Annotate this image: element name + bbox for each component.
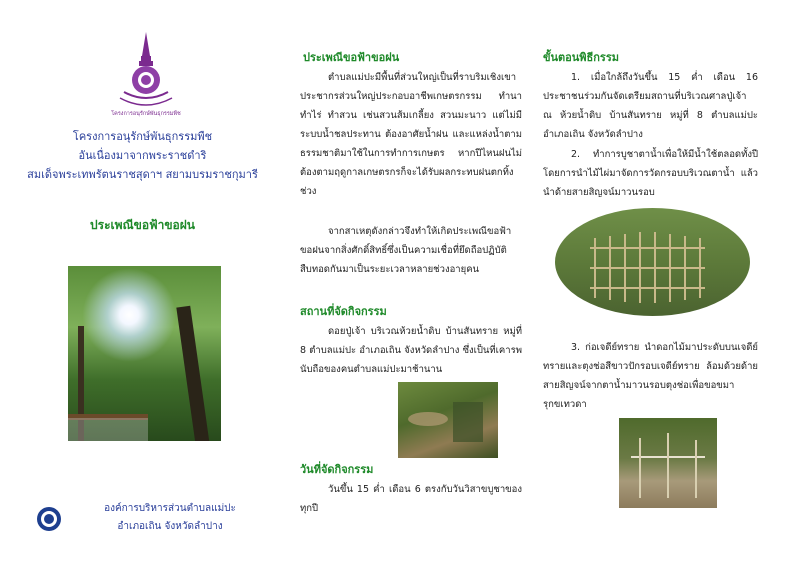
organization-seal-icon <box>36 506 62 532</box>
paragraph-background: ตำบลแม่ปะมีพื้นที่ส่วนใหญ่เป็นที่ราบริมเชิงเขา ประชากรส่วนใหญ่ประกอบอาชีพเกษตรกรรม ทำนา ทำไร่ ทำสวน เช่นสวนส้มเกลี้ยง สวนมะนาว แต่ไม่มีระบบน้ำชลประทาน ต้องอาศัยน้ำฝน และแหล่งน้ำตามธรรมชาติมาใช้ในการทำการเกษตร หากปีไหนฝนไม่ต้องตามฤดูกาลเกษตรกรก็จะได้รับผลกระทบฝนตกทิ้งช่วง <box>300 72 522 197</box>
heading-location: สถานที่จัดกิจกรรม <box>300 305 387 318</box>
heading-date: วันที่จัดกิจกรรม <box>300 463 374 476</box>
bamboo-frame-photo <box>555 208 750 316</box>
step-3: 3. ก่อเจดีย์ทราย นำดอกไม้มาประดับบนเจดีย์ทรายและตุงช่อสีขาวปักรอบเจดีย์ทราย ล้อมด้วยด้ายสายสิญจน์จากตาน้ำมาวนรอบตุงช่อเพื่อขอขมารุกขเทวดา <box>543 342 758 410</box>
right-panel <box>535 0 800 565</box>
ritual-site-photo <box>398 382 498 458</box>
paragraph-origin: จากสาเหตุดังกล่าวจึงทำให้เกิดประเพณีขอฟ้าขอฝนจากสิ่งศักดิ์สิทธิ์ซึ่งเป็นความเชื่อที่ยึดถือปฏิบัติสืบทอดกันมาเป็นระยะเวลาหลายช่วงอายุคน <box>300 226 512 275</box>
sand-stupa-photo <box>619 418 717 508</box>
logo-caption: โครงการอนุรักษ์พันธุกรรมพืช <box>111 111 181 117</box>
step-1: 1. เมื่อใกล้ถึงวันขึ้น 15 ค่ำ เดือน 16 ประชาชนร่วมกันจัดเตรียมสถานที่บริเวณศาลปู่เจ้า ณ ห้วยน้ำดิบ บ้านสันทราย หมู่ที่ 8 ตำบลแม่ปะ อำเภอเถิน จังหวัดลำปาง <box>543 72 758 140</box>
heading-ceremony-steps: ขั้นตอนพิธีกรรม <box>543 51 620 64</box>
organization-name <box>70 500 270 536</box>
step-2: 2. ทำการบูชาตาน้ำเพื่อให้มีน้ำใช้ตลอดทั้งปี โดยการนำไม้ไผ่มาจัดการวัดกรอบบริเวณตาน้ำ แล้วนำด้ายสายสิญจน์มาวนรอบ <box>543 149 758 198</box>
paragraph-date: วันขึ้น 15 ค่ำ เดือน 6 ตรงกับวันวิสาขบูชาของทุกปี <box>300 484 522 514</box>
project-line-1: โครงการอนุรักษ์พันธุกรรมพืช <box>72 130 213 143</box>
plant-conservation-logo <box>112 30 180 112</box>
org-line-1: องค์การบริหารส่วนตำบลแม่ปะ <box>104 503 236 514</box>
org-line-2: อำเภอเถิน จังหวัดลำปาง <box>117 521 223 532</box>
brochure-title: ประเพณีขอฟ้าขอฝน <box>90 218 195 232</box>
heading-tradition: ประเพณีขอฟ้าขอฝน <box>303 51 400 64</box>
project-title <box>10 127 275 184</box>
forest-photo <box>68 266 221 441</box>
middle-panel <box>285 0 535 565</box>
cover-panel <box>0 0 285 565</box>
paragraph-location: ดอยปู่เจ้า บริเวณห้วยน้ำดิบ บ้านสันทราย หมู่ที่ 8 ตำบลแม่ปะ อำเภอเถิน จังหวัดลำปาง ซึ่งเป็นที่เคารพนับถือของคนตำบลแม่ปะมาช้านาน <box>300 326 522 375</box>
project-line-3: สมเด็จพระเทพรัตนราชสุดาฯ สยามบรมราชกุมารี <box>27 168 258 181</box>
project-line-2: อันเนื่องมาจากพระราชดำริ <box>78 149 207 162</box>
